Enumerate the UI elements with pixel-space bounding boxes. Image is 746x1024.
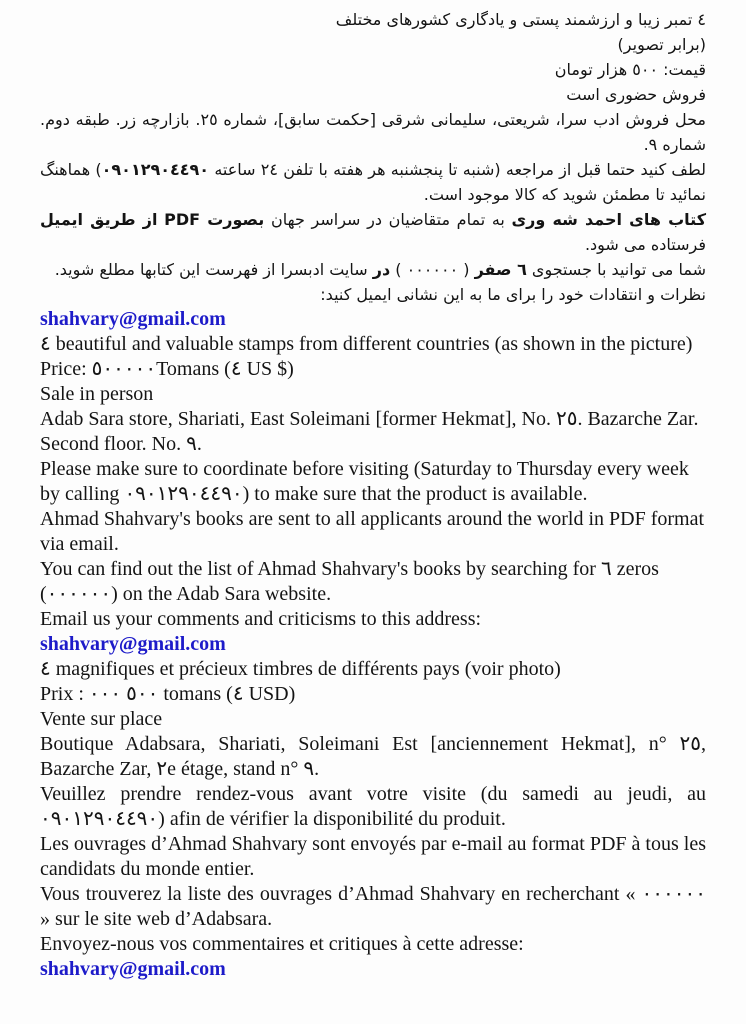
paragraph	[40, 957, 706, 982]
paragraph	[40, 57, 706, 82]
text-run: Les ouvrages d’Ahmad Shahvary sont envoyés par e-mail au format PDF à tous les candidats du monde entier.	[40, 833, 706, 880]
text-run: Prix : ٥٠٠ ٠٠٠ tomans (٤ USD)	[40, 683, 296, 705]
text-run: به تمام متقاضیان در سراسر جهان	[264, 210, 512, 229]
paragraph	[40, 682, 706, 707]
text-run: لطف کنید حتما قبل از مراجعه (شنبه تا پنجشنبه هر هفته با تلفن ٢٤ ساعته	[209, 160, 706, 179]
paragraph	[40, 932, 706, 957]
paragraph	[40, 882, 706, 932]
paragraph	[40, 457, 706, 507]
text-run: ٤ beautiful and valuable stamps from different countries (as shown in the picture)	[40, 333, 693, 355]
bold-text-run: ٠٩٠١٢٩٠٤٤٩٠	[101, 160, 210, 179]
paragraph	[40, 732, 706, 782]
paragraph	[40, 382, 706, 407]
bold-text-run: از طریق ایمیل	[40, 210, 158, 229]
paragraph	[40, 107, 706, 157]
section-english	[40, 332, 706, 657]
text-run: Veuillez prendre rendez-vous avant votre visite (du samedi au jeudi, au ٠٩٠١٢٩٠٤٤٩٠) afin de vérifier la disponibilité du produit.	[40, 783, 706, 830]
text-run: شما می توانید با جستجوی	[526, 260, 706, 279]
paragraph	[40, 357, 706, 382]
paragraph	[40, 632, 706, 657]
text-run: You can find out the list of Ahmad Shahvary's books by searching for ٦ zeros (٠٠٠٠٠٠) on the Adab Sara website.	[40, 558, 659, 605]
text-run: قیمت: ٥٠٠ هزار تومان	[554, 60, 706, 79]
text-run: Vente sur place	[40, 708, 163, 730]
bold-text-run: بصورت PDF	[164, 210, 265, 229]
text-run: محل فروش ادب سرا، شریعتی، سلیمانی شرقی [حکمت سابق]، شماره ٢٥. بازارچه زر. طبقه دوم. شماره ٩.	[40, 110, 706, 154]
section-persian	[40, 7, 706, 332]
paragraph	[40, 507, 706, 557]
text-run: سایت ادبسرا از فهرست این کتابها مطلع شوید.	[54, 260, 373, 279]
paragraph	[40, 782, 706, 832]
text-run: Sale in person	[40, 383, 154, 405]
text-run: ٤ magnifiques et précieux timbres de différents pays (voir photo)	[40, 658, 561, 680]
text-run: نظرات و انتقادات خود را برای ما به این نشانی ایمیل کنید:	[320, 285, 706, 304]
email-link[interactable]: shahvary@gmail.com	[40, 633, 226, 655]
paragraph	[40, 407, 706, 457]
paragraph	[40, 332, 706, 357]
section-french	[40, 657, 706, 982]
paragraph	[40, 557, 706, 607]
bold-text-run: ٦ صفر	[474, 260, 527, 279]
text-run: Envoyez-nous vos commentaires et critiques à cette adresse:	[40, 933, 524, 955]
paragraph	[40, 157, 706, 207]
paragraph	[40, 657, 706, 682]
text-run: ( ٠٠٠٠٠٠ )	[390, 260, 475, 279]
text-run: Vous trouverez la liste des ouvrages d’Ahmad Shahvary en recherchant « ٠٠٠٠٠٠ » sur le site web d’Adabsara.	[40, 883, 706, 930]
paragraph	[40, 282, 706, 307]
paragraph	[40, 832, 706, 882]
text-run: Ahmad Shahvary's books are sent to all applicants around the world in PDF format via email.	[40, 508, 705, 555]
text-run: (برابر تصویر)	[617, 35, 706, 54]
text-run: فروش حضوری است	[566, 85, 706, 104]
bold-text-run: در	[372, 260, 391, 279]
bold-text-run: کتاب های احمد شه وری	[511, 210, 707, 229]
paragraph	[40, 207, 706, 257]
email-link[interactable]: shahvary@gmail.com	[40, 958, 226, 980]
text-run: Adab Sara store, Shariati, East Soleimani [former Hekmat], No. ٢٥. Bazarche Zar. Second floor. No. ٩.	[40, 408, 699, 455]
paragraph	[40, 707, 706, 732]
paragraph	[40, 7, 706, 32]
paragraph	[40, 307, 706, 332]
text-run: Email us your comments and criticisms to this address:	[40, 608, 482, 630]
paragraph	[40, 32, 706, 57]
text-run: Boutique Adabsara, Shariati, Soleimani Est [anciennement Hekmat], n° ٢٥, Bazarche Zar, ٢e étage, stand n° ٩.	[40, 733, 706, 780]
paragraph	[40, 82, 706, 107]
text-run: Price: ٥٠٠٠٠٠Tomans (٤ US $)	[40, 358, 294, 380]
paragraph	[40, 257, 706, 282]
email-link[interactable]: shahvary@gmail.com	[40, 308, 226, 330]
paragraph	[40, 607, 706, 632]
text-run: فرستاده می شود.	[584, 235, 706, 254]
text-run: ) هماهنگ نمائید تا مطمئن شوید که کالا موجود است.	[40, 160, 706, 204]
text-run: Please make sure to coordinate before visiting (Saturday to Thursday every week by calling ٠٩٠١٢٩٠٤٤٩٠) to make sure that the product is available.	[40, 458, 689, 505]
text-run: ٤ تمبر زیبا و ارزشمند پستی و یادگاری کشورهای مختلف	[335, 10, 706, 29]
